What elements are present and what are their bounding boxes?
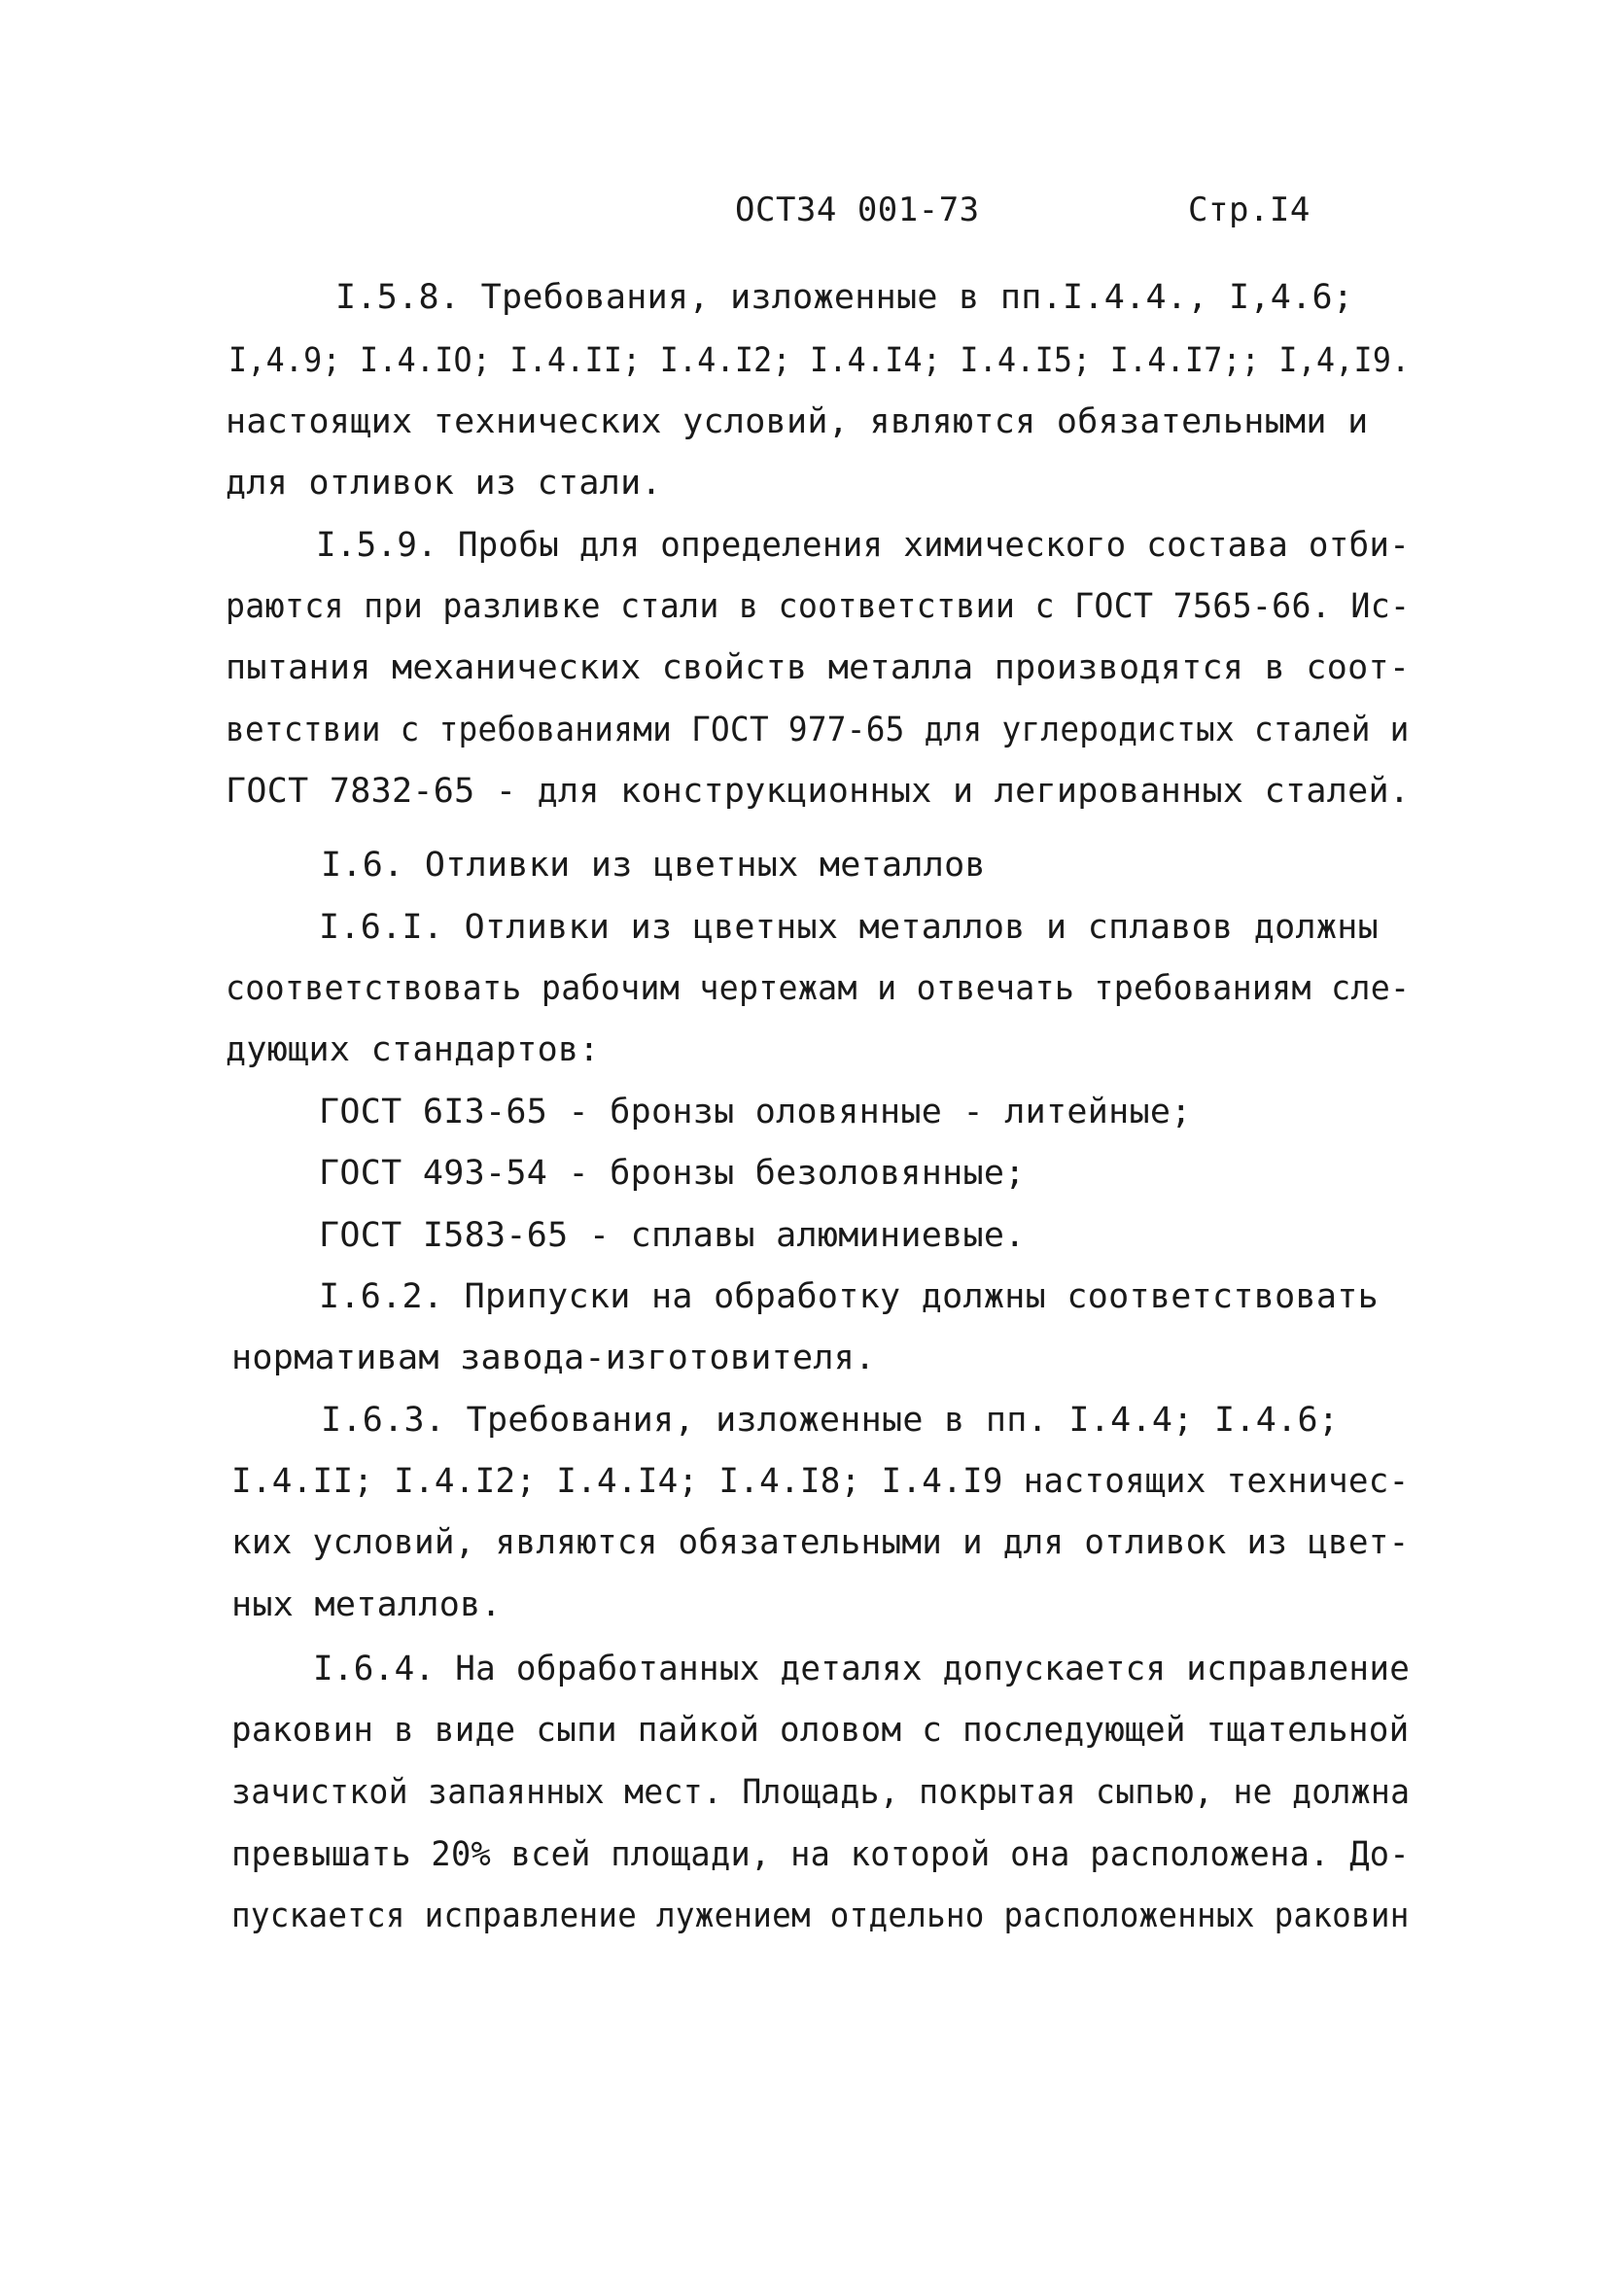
- text-line: раковин в виде сыпи пайкой оловом с последующей тщательной: [231, 1711, 1410, 1750]
- text-line: зачисткой запаянных мест. Площадь, покрытая сыпью, не должна: [231, 1773, 1411, 1812]
- text-line: соответствовать рабочим чертежам и отвечать требованиям сле-: [226, 969, 1411, 1008]
- text-line: для отливок из стали.: [226, 464, 662, 503]
- text-line: I.6.I. Отливки из цветных металлов и сплавов должны: [319, 908, 1379, 947]
- text-line: пытания механических свойств металла производятся в соот-: [226, 648, 1411, 687]
- text-line: I.6.2. Припуски на обработку должны соответствовать: [319, 1277, 1379, 1316]
- text-line: I.5.9. Пробы для определения химического состава отби-: [316, 526, 1411, 565]
- text-line: пускается исправление лужением отдельно расположенных раковин: [231, 1896, 1410, 1935]
- document-code: ОСТ34 001-73: [735, 191, 980, 229]
- standard-item: ГОСТ 493-54 - бронзы безоловянные;: [319, 1154, 1026, 1193]
- text-line: I.4.II; I.4.I2; I.4.I4; I.4.I8; I.4.I9 настоящих техничес-: [231, 1462, 1410, 1501]
- text-line: ГОСТ 7832-65 - для конструкционных и легированных сталей.: [226, 772, 1411, 811]
- standard-item: ГОСТ I583-65 - сплавы алюминиевые.: [319, 1216, 1026, 1255]
- text-line: нормативам завода-изготовителя.: [231, 1339, 876, 1377]
- text-line: I.6.3. Требования, изложенные в пп. I.4.4; I.4.6;: [321, 1401, 1340, 1440]
- text-line: I.5.8. Требования, изложенные в пп.I.4.4., I,4.6;: [335, 278, 1354, 317]
- text-line: I,4.9; I.4.IO; I.4.II; I.4.I2; I.4.I4; I.4.I5; I.4.I7;; I,4,I9.: [228, 341, 1411, 380]
- text-line: ных металлов.: [231, 1585, 502, 1624]
- text-line: ких условий, являются обязательными и для отливок из цвет-: [231, 1523, 1410, 1562]
- standard-item: ГОСТ 6I3-65 - бронзы оловянные - литейные;: [319, 1093, 1192, 1131]
- text-line: раются при разливке стали в соответствии с ГОСТ 7565-66. Ис-: [226, 587, 1411, 626]
- text-line: дующих стандартов:: [226, 1030, 600, 1069]
- text-line: настоящих технических условий, являются обязательными и: [226, 402, 1369, 441]
- text-line: I.6.4. На обработанных деталях допускается исправление: [313, 1650, 1411, 1688]
- page-number: Стр.I4: [1188, 191, 1311, 229]
- text-line: превышать 20% всей площади, на которой она расположена. До-: [231, 1835, 1410, 1874]
- section-heading: I.6. Отливки из цветных металлов: [321, 846, 986, 885]
- text-line: ветствии с требованиями ГОСТ 977-65 для углеродистых сталей и: [226, 711, 1410, 749]
